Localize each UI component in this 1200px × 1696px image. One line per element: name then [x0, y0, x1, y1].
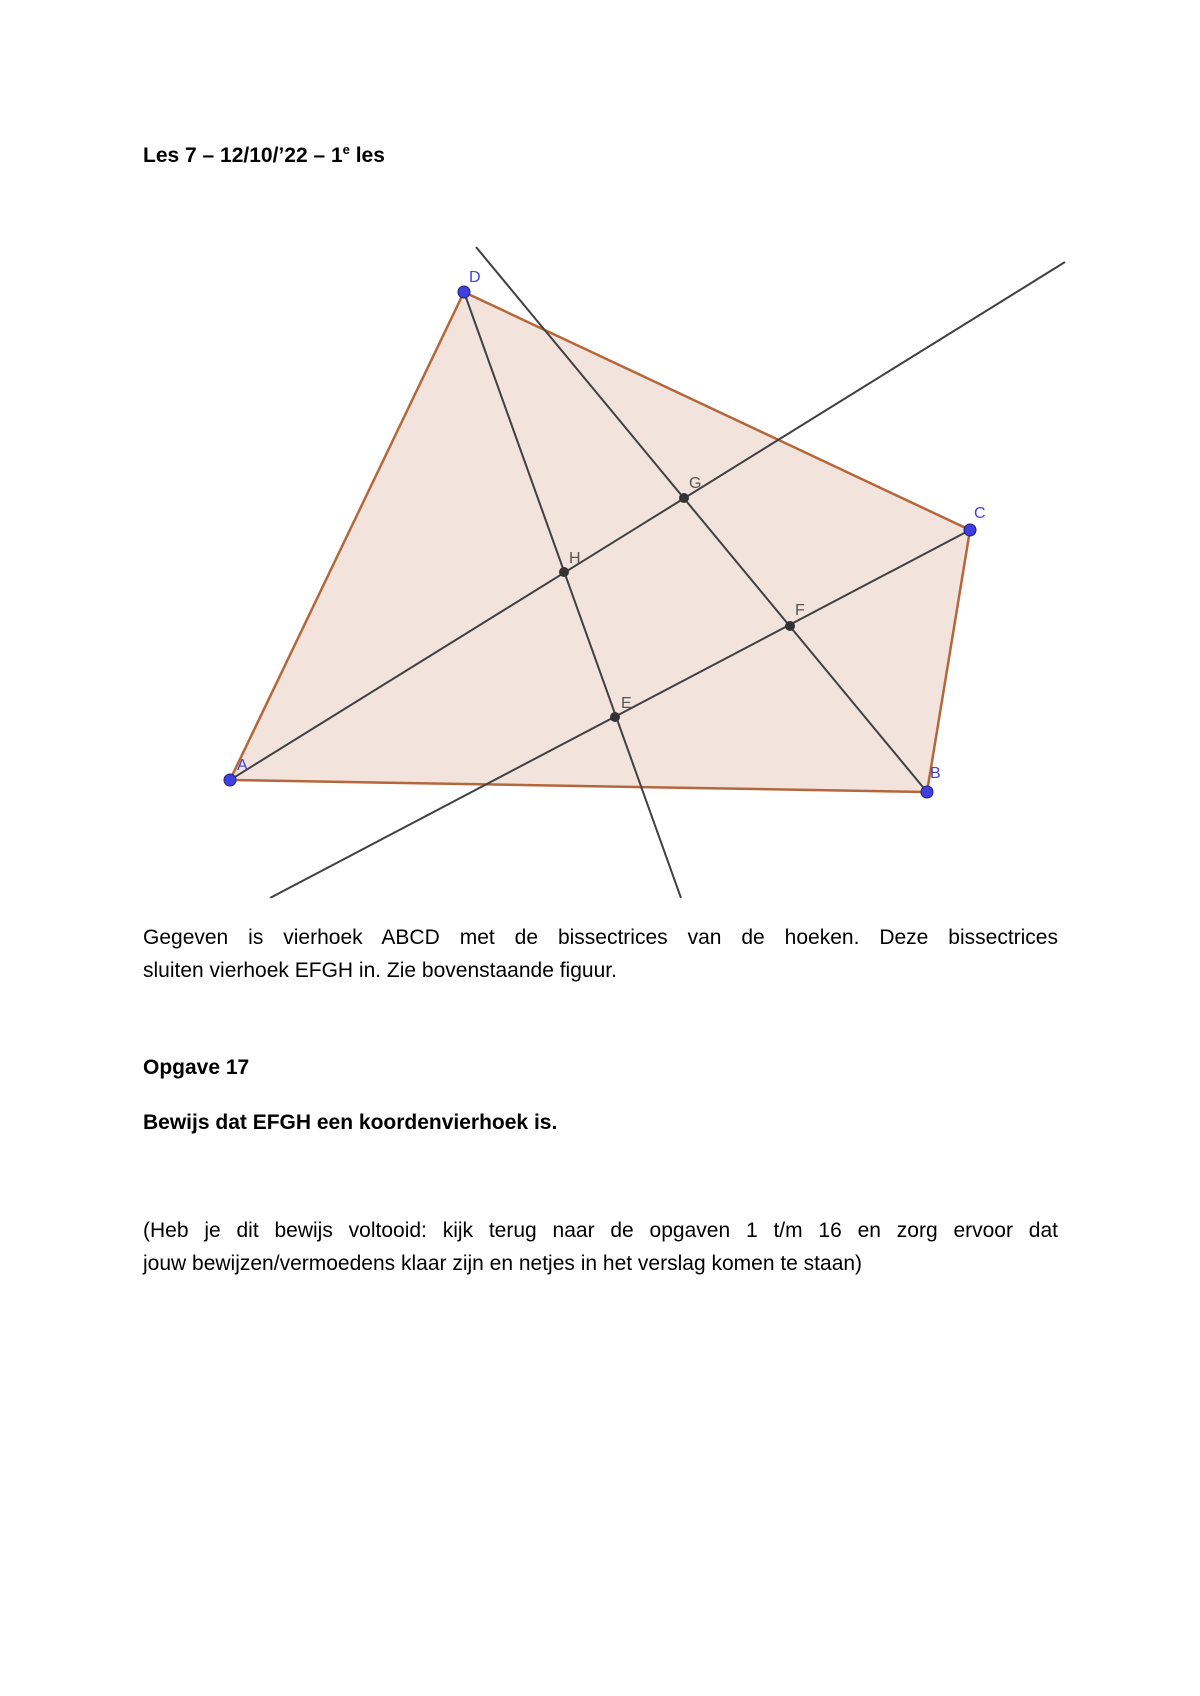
quadrilateral-abcd: [230, 292, 970, 792]
label-h: H: [569, 550, 581, 567]
note-line-2: jouw bewijzen/vermoedens klaar zijn en netjes in het verslag komen te staan): [143, 1252, 863, 1275]
note-paragraph: [143, 1214, 1058, 1280]
description-paragraph: [143, 921, 1058, 987]
point-f: [785, 621, 795, 631]
note-line-1: (Heb je dit bewijs voltooid: kijk terug naar de opgaven 1 t/m 16 en zorg ervoor dat: [143, 1219, 1058, 1242]
vertex-c: [964, 524, 976, 536]
vertex-b: [921, 786, 933, 798]
label-b: B: [930, 765, 941, 782]
heading-superscript: e: [342, 142, 350, 157]
description-line-2: sluiten vierhoek EFGH in. Zie bovenstaande figuur.: [143, 959, 617, 982]
opgave-task: Bewijs dat EFGH een koordenvierhoek is.: [143, 1111, 558, 1134]
point-h: [559, 567, 569, 577]
heading-suffix: les: [349, 144, 385, 167]
label-d: D: [469, 269, 481, 286]
description-line-1: Gegeven is vierhoek ABCD met de bissectrices van de hoeken. Deze bissectrices: [143, 926, 1058, 949]
label-g: G: [689, 475, 702, 492]
opgave-title: Opgave 17: [143, 1056, 250, 1079]
label-f: F: [795, 602, 805, 619]
label-e: E: [621, 695, 632, 712]
label-a: A: [237, 757, 248, 774]
vertex-a: [224, 774, 236, 786]
point-g: [679, 493, 689, 503]
vertex-d: [458, 286, 470, 298]
point-e: [610, 712, 620, 722]
heading-prefix: Les 7 – 12/10/’22 – 1: [143, 144, 343, 167]
label-c: C: [974, 505, 986, 522]
